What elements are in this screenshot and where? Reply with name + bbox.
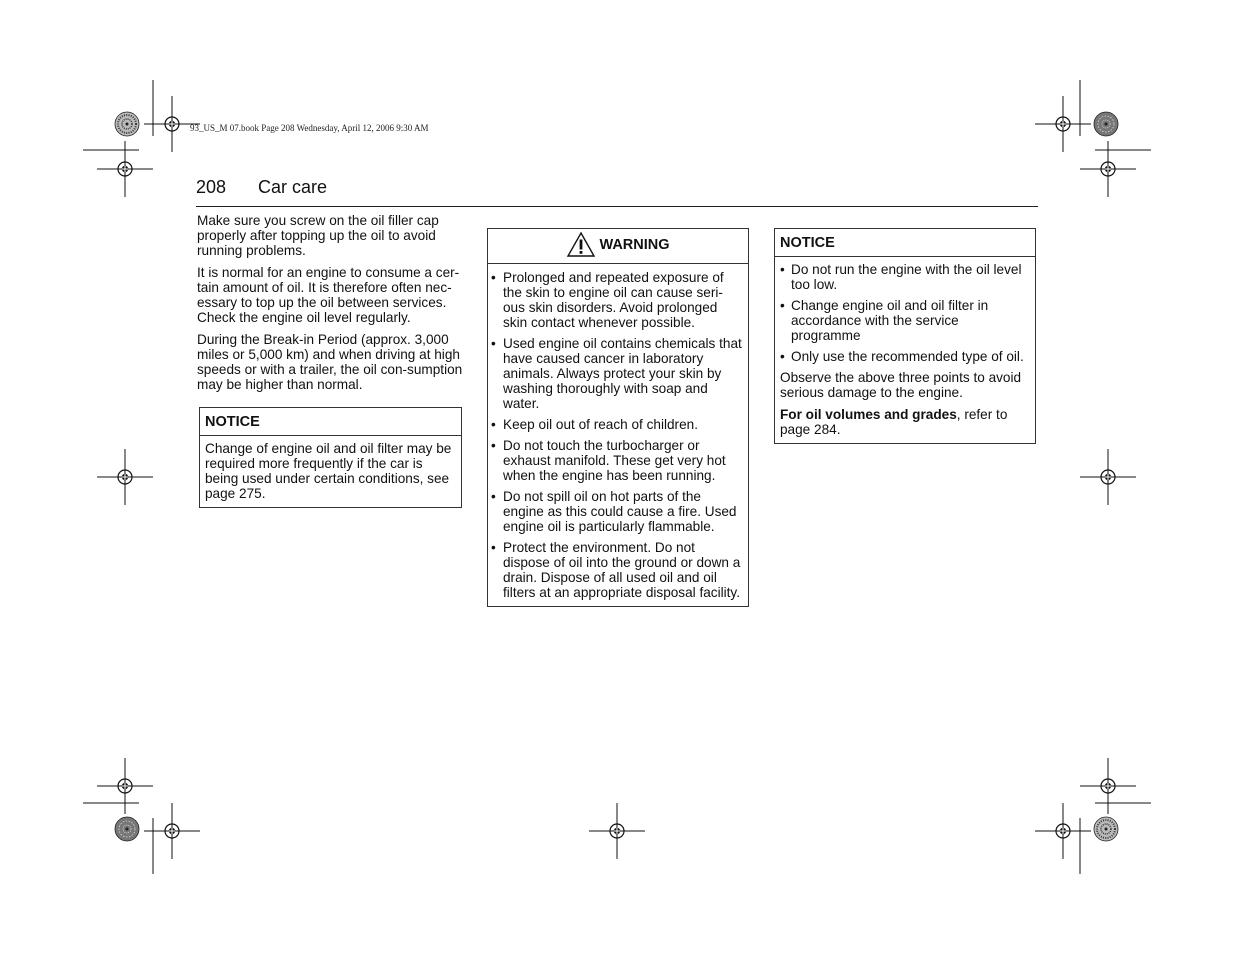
warning-item: • Prolonged and repeated exposure of the skin to engine oil can cause seri-ous skin disorders. Avoid prolonged skin contact whenever possible.: [491, 270, 743, 330]
print-info: 93_US_M 07.book Page 208 Wednesday, April 12, 2006 9:30 AM: [190, 123, 429, 133]
notice-item: • Only use the recommended type of oil.: [780, 349, 1030, 364]
notice-reference: [780, 407, 1030, 437]
reference-rest: , refer to page 284.: [780, 407, 1008, 437]
warning-item: • Protect the environment. Do not dispose of oil into the ground or down a drain. Dispose of all used oil and oil filters at an appropriate disposal facility.: [491, 540, 743, 600]
page-number: 208: [196, 177, 227, 197]
notice-text: Change of engine oil and oil filter may be required more frequently if the car is being used under certain conditions, see page 275.: [205, 441, 452, 501]
notice-item: • Do not run the engine with the oil level too low.: [780, 262, 1030, 292]
reference-bold: For oil volumes and grades: [780, 407, 957, 422]
warning-item: • Do not spill oil on hot parts of the engine as this could cause a fire. Used engine oil is particularly flammable.: [491, 489, 743, 534]
warning-box: [487, 228, 749, 607]
warning-header: [488, 229, 748, 264]
notice-box: [199, 407, 462, 508]
warning-heading: WARNING: [599, 236, 670, 253]
warning-item: • Do not touch the turbocharger or exhaust manifold. These get very hot when the engine has been running.: [491, 438, 743, 483]
paragraph: It is normal for an engine to consume a cer-tain amount of oil. It is therefore often nec-essary to top up the oil between services. Check the engine oil level regularly.: [197, 265, 460, 325]
warning-triangle-icon: [566, 231, 596, 258]
warning-item: • Keep oil out of reach of children.: [491, 417, 743, 432]
notice-body: [200, 436, 461, 507]
notice-heading: NOTICE: [200, 408, 461, 436]
notice-item: • Change engine oil and oil filter in accordance with the service programme: [780, 298, 1030, 343]
notice-2-body: [775, 257, 1035, 443]
notice-2-heading: NOTICE: [775, 229, 1035, 257]
notice-box-2: [774, 228, 1036, 444]
paragraph: Make sure you screw on the oil filler cap properly after topping up the oil to avoid running problems.: [197, 213, 439, 258]
warning-body: [488, 264, 748, 606]
section-title: Car care: [258, 177, 328, 197]
notice-paragraph: Observe the above three points to avoid serious damage to the engine.: [780, 370, 1022, 400]
paragraph: During the Break-in Period (approx. 3,000 miles or 5,000 km) and when driving at high speeds or with a trailer, the oil con-sumption may be higher than normal.: [197, 332, 463, 392]
header-rule: [196, 206, 1038, 207]
column-1: [197, 213, 465, 399]
warning-item: • Used engine oil contains chemicals that have caused cancer in laboratory animals. Always protect your skin by washing thoroughly with soap and water.: [491, 336, 743, 411]
